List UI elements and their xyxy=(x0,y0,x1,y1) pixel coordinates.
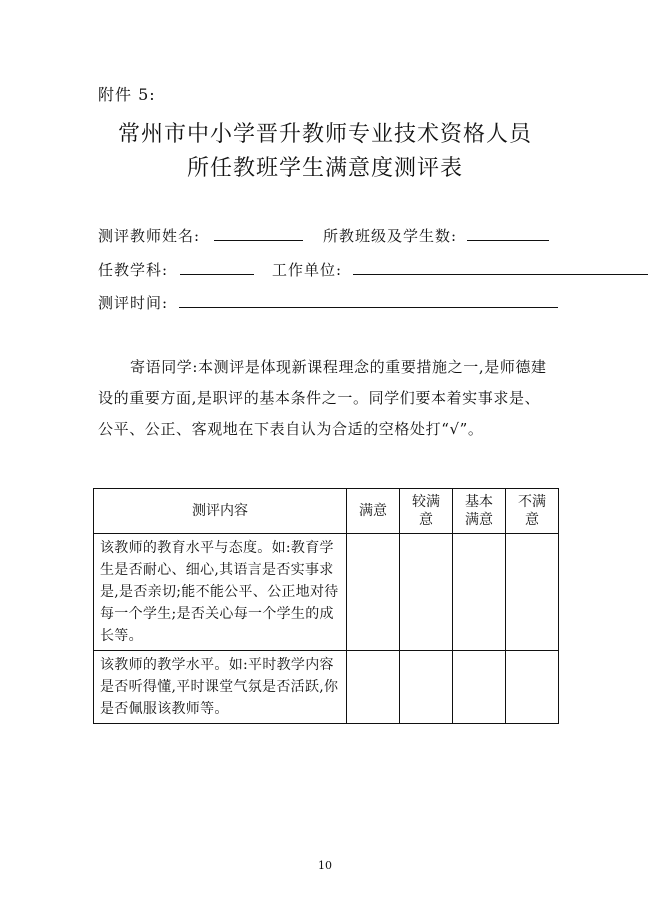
rating-cell-not-satisfied[interactable] xyxy=(506,534,559,651)
header-basically-satisfied: 基本满意 xyxy=(453,489,506,534)
subject-blank[interactable] xyxy=(180,274,254,275)
table-header-row xyxy=(94,489,559,534)
header-content: 测评内容 xyxy=(94,489,347,534)
teacher-name-label: 测评教师姓名: xyxy=(98,227,201,245)
message-paragraph xyxy=(98,352,553,445)
rating-cell-not-satisfied[interactable] xyxy=(506,651,559,724)
page-number: 10 xyxy=(318,859,332,872)
teacher-name-blank[interactable] xyxy=(214,240,303,241)
time-blank[interactable] xyxy=(179,307,558,308)
row-content: 该教师的教学水平。如:平时教学内容是否听得懂,平时课堂气氛是否活跃,你是否佩服该教师等。 xyxy=(94,651,347,724)
document-title-line1: 常州市中小学晋升教师专业技术资格人员 xyxy=(117,122,532,147)
rating-cell-fairly-satisfied[interactable] xyxy=(400,534,453,651)
table-row xyxy=(94,534,559,651)
class-blank[interactable] xyxy=(467,240,549,241)
subject-label: 任教学科: xyxy=(98,261,169,279)
rating-cell-fairly-satisfied[interactable] xyxy=(400,651,453,724)
row-content: 该教师的教育水平与态度。如:教育学生是否耐心、细心,其语言是否实事求是,是否亲切;能不能公平、公正地对待每一个学生;是否关心每一个学生的成长等。 xyxy=(94,534,347,651)
rating-cell-satisfied[interactable] xyxy=(347,651,400,724)
time-label: 测评时间: xyxy=(98,294,169,312)
annex-label: 附件 5: xyxy=(98,85,156,104)
rating-cell-basically-satisfied[interactable] xyxy=(453,534,506,651)
workplace-blank[interactable] xyxy=(353,274,648,275)
rating-cell-basically-satisfied[interactable] xyxy=(453,651,506,724)
message-text: 寄语同学:本测评是体现新课程理念的重要措施之一,是师德建设的重要方面,是职评的基本条件之一。同学们要本着实事求是、公平、公正、客观地在下表自认为合适的空格处打“√”。 xyxy=(98,358,547,438)
rating-cell-satisfied[interactable] xyxy=(347,534,400,651)
header-fairly-satisfied: 较满意 xyxy=(400,489,453,534)
class-label: 所教班级及学生数: xyxy=(323,227,458,245)
header-satisfied: 满意 xyxy=(347,489,400,534)
table-row xyxy=(94,651,559,724)
header-not-satisfied: 不满意 xyxy=(506,489,559,534)
workplace-label: 工作单位: xyxy=(272,261,343,279)
document-title-line2: 所任教班学生满意度测评表 xyxy=(186,156,463,181)
evaluation-table xyxy=(93,488,559,724)
